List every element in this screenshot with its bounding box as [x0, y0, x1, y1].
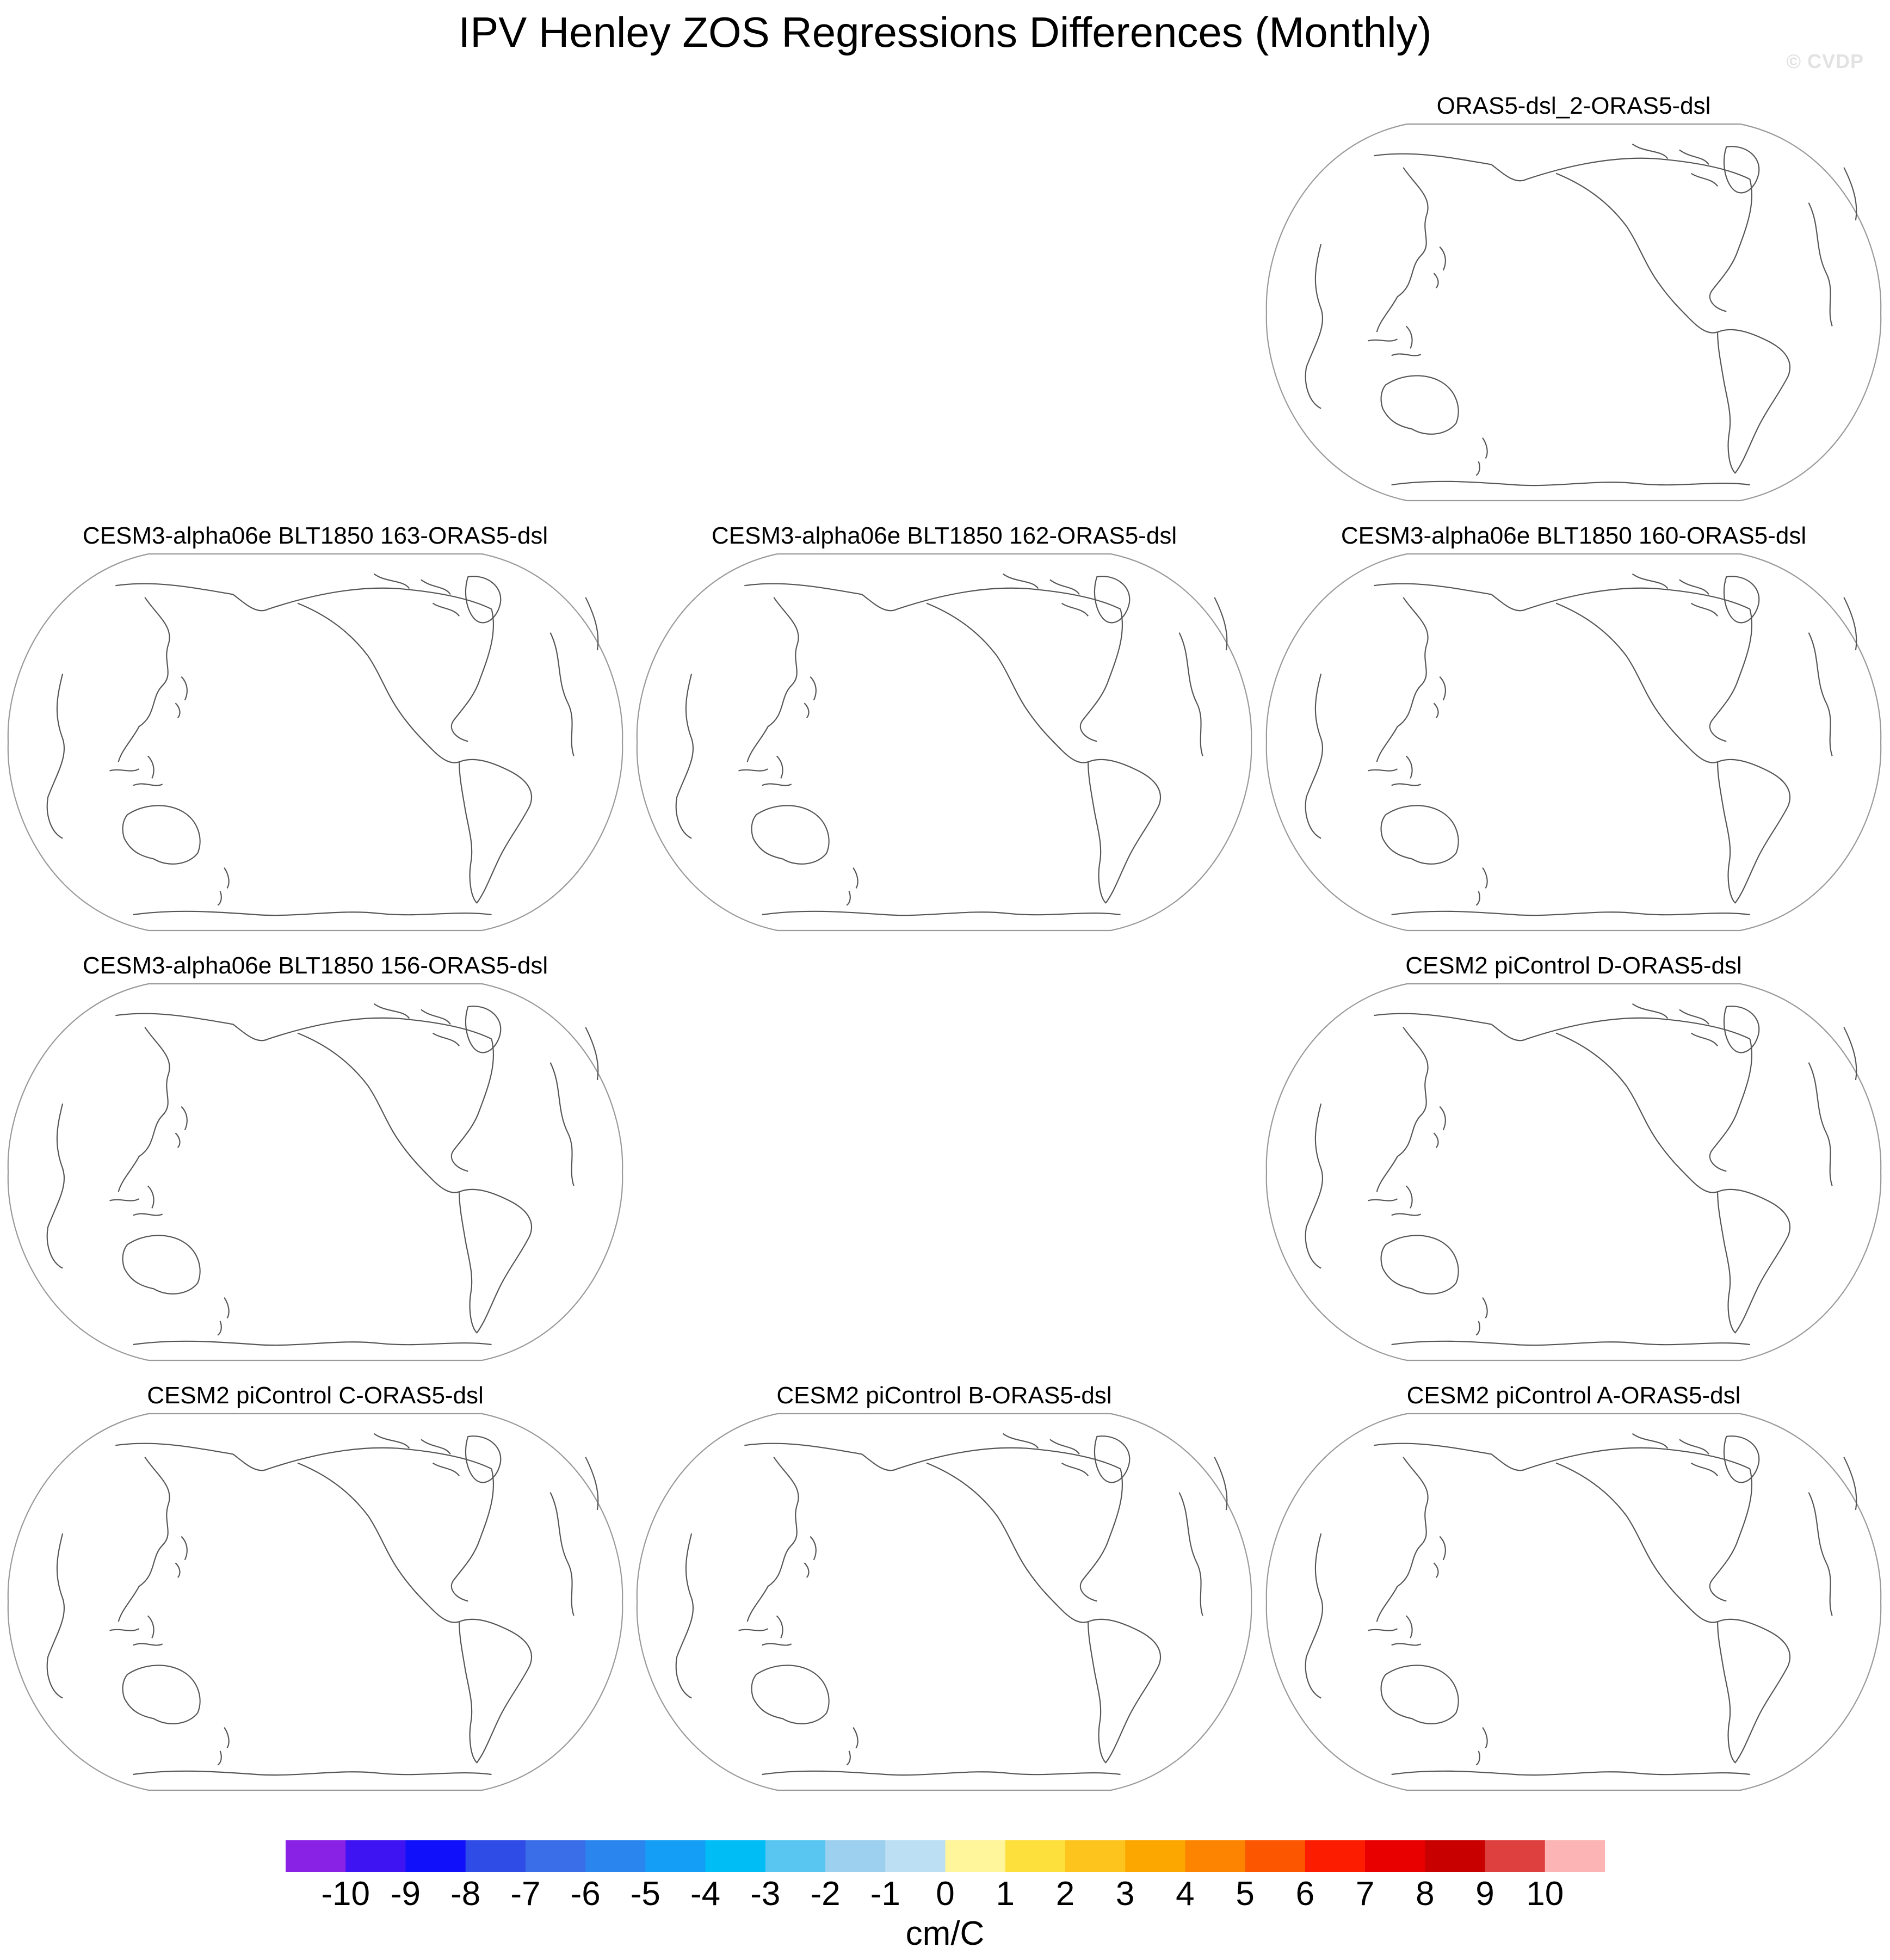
colorbar-tick-label: -7	[510, 1875, 541, 1913]
coastline-segment	[1306, 1104, 1323, 1268]
map-panel	[635, 1382, 1253, 1796]
coastline-segment	[459, 1619, 532, 1763]
colorbar-box	[1185, 1840, 1245, 1872]
coastline-segment	[298, 1033, 459, 1193]
map-boundary	[1267, 124, 1881, 501]
coastline-segment	[1088, 1619, 1160, 1763]
colorbar-box	[1065, 1840, 1126, 1872]
map-panel	[635, 522, 1253, 936]
coastline-segment	[1377, 597, 1428, 762]
colorbar-tick-label: 1	[996, 1875, 1015, 1913]
coastline-segment	[1527, 1448, 1750, 1469]
coastline-segment	[1374, 584, 1527, 611]
coastline-segment	[1095, 576, 1129, 622]
coastline-segment	[744, 1444, 897, 1471]
colorbar-box	[1125, 1840, 1185, 1872]
coastline-segment	[1368, 326, 1421, 355]
map-panel	[1265, 1382, 1882, 1796]
coastline-segment	[452, 1039, 493, 1171]
world-map	[635, 552, 1253, 933]
coastline-segment	[1710, 609, 1752, 741]
map-boundary	[8, 1414, 622, 1790]
coastline-segment	[551, 1457, 598, 1616]
map-boundary	[637, 554, 1251, 930]
colorbar-tick-label: -5	[630, 1875, 660, 1913]
coastline-segment	[1392, 482, 1750, 485]
coastlines	[47, 574, 598, 916]
panel-title: CESM2 piControl C-ORAS5-dsl	[147, 1382, 484, 1409]
coastline-segment	[133, 1771, 492, 1775]
coastline-segment	[1179, 1457, 1227, 1616]
world-map	[7, 1412, 624, 1792]
colorbar-box	[405, 1840, 466, 1872]
coastline-segment	[1434, 1107, 1445, 1148]
coastline-segment	[847, 868, 857, 905]
coastline-segment	[1381, 1665, 1459, 1723]
coastline-segment	[739, 1616, 792, 1645]
coastline-segment	[110, 756, 163, 785]
coastline-segment	[1809, 168, 1857, 326]
coastline-segment	[115, 584, 268, 611]
coastline-segment	[1809, 597, 1857, 756]
coastline-segment	[459, 1189, 532, 1333]
colorbar-box	[1425, 1840, 1485, 1872]
colorbar-box	[1005, 1840, 1066, 1872]
coastline-segment	[1434, 677, 1445, 718]
coastline-segment	[1710, 1469, 1752, 1601]
panel-title: CESM2 piControl D-ORAS5-dsl	[1405, 952, 1742, 979]
colorbar-tick-label: 5	[1236, 1875, 1255, 1913]
coastline-segment	[1080, 1469, 1122, 1601]
coastline-segment	[1306, 244, 1323, 408]
coastline-segment	[175, 1537, 187, 1578]
coastline-segment	[1476, 438, 1487, 476]
coastline-segment	[1368, 1616, 1421, 1645]
panel-title: CESM3-alpha06e BLT1850 156-ORAS5-dsl	[82, 952, 548, 979]
coastline-segment	[1710, 179, 1752, 311]
coastline-segment	[804, 677, 816, 718]
colorbar-tick-label: 0	[936, 1875, 955, 1913]
coastline-segment	[739, 756, 792, 785]
coastline-segment	[1095, 1436, 1129, 1482]
coastline-segment	[466, 576, 501, 622]
coastline-segment	[1710, 1039, 1752, 1171]
coastline-segment	[1527, 1018, 1750, 1039]
coastline-segment	[1392, 911, 1750, 915]
colorbar-tick-label: -10	[321, 1875, 370, 1913]
colorbar-tick-labels	[0, 1875, 1890, 1918]
coastlines	[47, 1434, 598, 1776]
coastline-segment	[268, 588, 491, 609]
colorbar-box	[885, 1840, 946, 1872]
coastline-segment	[1476, 1728, 1487, 1765]
coastline-segment	[459, 760, 532, 903]
coastline-segment	[47, 1533, 64, 1698]
world-map	[7, 552, 624, 933]
colorbar-box	[585, 1840, 646, 1872]
coastline-segment	[1377, 168, 1428, 332]
colorbar-tick-label: -3	[750, 1875, 781, 1913]
coastlines	[1306, 144, 1857, 486]
coastline-segment	[115, 1444, 268, 1471]
coastline-segment	[175, 677, 187, 718]
coastline-segment	[1527, 158, 1750, 180]
coastline-segment	[1556, 1033, 1718, 1193]
coastline-segment	[452, 609, 493, 741]
panel-title: ORAS5-dsl_2-ORAS5-dsl	[1436, 93, 1711, 119]
coastline-segment	[298, 603, 459, 763]
coastline-segment	[1374, 154, 1527, 181]
coastline-segment	[119, 1027, 170, 1192]
coastline-segment	[1381, 1235, 1459, 1293]
coastline-segment	[123, 1235, 200, 1293]
coastline-segment	[676, 1533, 693, 1698]
coastlines	[47, 1004, 598, 1346]
coastlines	[1306, 1004, 1857, 1346]
coastline-segment	[1368, 756, 1421, 785]
coastline-segment	[119, 1457, 170, 1622]
coastline-segment	[1381, 805, 1459, 864]
coastline-segment	[847, 1728, 857, 1765]
coastline-segment	[748, 597, 799, 762]
coastline-segment	[268, 1018, 491, 1039]
map-boundary	[1267, 1414, 1881, 1790]
coastline-segment	[897, 588, 1120, 609]
coastline-segment	[268, 1448, 491, 1469]
coastline-segment	[1724, 576, 1759, 622]
coastline-segment	[1718, 1189, 1790, 1333]
coastline-segment	[1179, 597, 1227, 756]
panel-title: CESM3-alpha06e BLT1850 160-ORAS5-dsl	[1341, 522, 1807, 549]
coastline-segment	[1377, 1457, 1428, 1622]
colorbar-tick-label: 3	[1115, 1875, 1135, 1913]
colorbar-tick-label: -2	[810, 1875, 841, 1913]
coastline-segment	[175, 1107, 187, 1148]
figure-title: IPV Henley ZOS Regressions Differences (Monthly)	[458, 8, 1432, 56]
coastline-segment	[1556, 1463, 1718, 1623]
colorbar-tick-label: 9	[1475, 1875, 1494, 1913]
colorbar-tick-label: 4	[1176, 1875, 1195, 1913]
coastline-segment	[551, 1027, 598, 1186]
world-map	[1265, 982, 1882, 1363]
colorbar-tick-label: 7	[1355, 1875, 1375, 1913]
colorbar-box	[526, 1840, 586, 1872]
coastlines	[676, 574, 1227, 916]
map-panel	[7, 522, 624, 936]
map-boundary	[8, 554, 622, 930]
coastline-segment	[1718, 330, 1790, 473]
coastline-segment	[123, 805, 200, 864]
colorbar-box	[1245, 1840, 1306, 1872]
coastline-segment	[1809, 1457, 1857, 1616]
coastline-segment	[762, 911, 1121, 915]
map-panel	[1265, 952, 1882, 1366]
world-map	[7, 982, 624, 1363]
coastline-segment	[123, 1665, 200, 1723]
coastline-segment	[752, 805, 829, 864]
map-panel	[1265, 93, 1882, 506]
coastline-segment	[748, 1457, 799, 1622]
coastline-segment	[110, 1186, 163, 1215]
coastline-segment	[1556, 174, 1718, 333]
coastline-segment	[1374, 1014, 1527, 1041]
coastline-segment	[1724, 1436, 1759, 1482]
world-map	[635, 1412, 1253, 1792]
map-panel	[1265, 522, 1882, 936]
coastline-segment	[1434, 247, 1445, 288]
world-map	[1265, 1412, 1882, 1792]
coastline-segment	[133, 911, 492, 915]
coastline-segment	[1377, 1027, 1428, 1192]
colorbar-tick-label: -9	[390, 1875, 421, 1913]
coastline-segment	[897, 1448, 1120, 1469]
panel-title: CESM3-alpha06e BLT1850 162-ORAS5-dsl	[711, 522, 1177, 549]
coastline-segment	[1476, 868, 1487, 905]
coastline-segment	[452, 1469, 493, 1601]
coastline-segment	[1374, 1444, 1527, 1471]
colorbar-box	[1545, 1840, 1605, 1872]
coastline-segment	[1556, 603, 1718, 763]
coastline-segment	[1718, 1619, 1790, 1763]
coastline-segment	[1724, 146, 1759, 193]
coastline-segment	[1434, 1537, 1445, 1578]
colorbar-tick-label: 2	[1055, 1875, 1075, 1913]
coastline-segment	[1088, 760, 1160, 903]
colorbar-box	[946, 1840, 1006, 1872]
colorbar-box	[345, 1840, 406, 1872]
colorbar-tick-label: -8	[450, 1875, 481, 1913]
coastline-segment	[466, 1006, 501, 1052]
colorbar-box	[466, 1840, 526, 1872]
cvdp-watermark: © CVDP	[1786, 50, 1864, 72]
world-map	[1265, 552, 1882, 933]
coastline-segment	[1306, 674, 1323, 838]
coastline-segment	[804, 1537, 816, 1578]
coastline-segment	[752, 1665, 829, 1723]
colorbar-box	[1305, 1840, 1366, 1872]
coastline-segment	[1476, 1298, 1487, 1335]
coastline-segment	[1392, 1341, 1750, 1345]
colorbar-tick-label: -1	[870, 1875, 900, 1913]
colorbar-box	[1365, 1840, 1425, 1872]
coastline-segment	[47, 674, 64, 838]
coastline-segment	[762, 1771, 1121, 1775]
coastline-segment	[676, 674, 693, 838]
panel-title: CESM2 piControl A-ORAS5-dsl	[1406, 1382, 1741, 1409]
colorbar-tick-label: 10	[1526, 1875, 1564, 1913]
panel-title: CESM2 piControl B-ORAS5-dsl	[776, 1382, 1112, 1409]
coastline-segment	[551, 597, 598, 756]
panel-title: CESM3-alpha06e BLT1850 163-ORAS5-dsl	[82, 522, 548, 549]
coastlines	[1306, 574, 1857, 916]
coastline-segment	[298, 1463, 459, 1623]
colorbar-tick-label: 6	[1295, 1875, 1315, 1913]
colorbar-box	[645, 1840, 706, 1872]
colorbar	[286, 1840, 1605, 1872]
coastline-segment	[218, 1728, 228, 1765]
coastline-segment	[115, 1014, 268, 1041]
coastline-segment	[110, 1616, 163, 1645]
coastline-segment	[1306, 1533, 1323, 1698]
coastline-segment	[1381, 375, 1459, 434]
coastline-segment	[744, 584, 897, 611]
coastline-segment	[927, 1463, 1088, 1623]
coastline-segment	[1368, 1186, 1421, 1215]
colorbar-box	[706, 1840, 766, 1872]
map-panel	[7, 952, 624, 1366]
colorbar-box	[1485, 1840, 1546, 1872]
colorbar-box	[286, 1840, 346, 1872]
coastline-segment	[1724, 1006, 1759, 1052]
coastline-segment	[466, 1436, 501, 1482]
coastline-segment	[218, 868, 228, 905]
map-boundary	[637, 1414, 1251, 1790]
coastline-segment	[119, 597, 170, 762]
coastlines	[1306, 1434, 1857, 1776]
coastline-segment	[218, 1298, 228, 1335]
coastline-segment	[1718, 760, 1790, 903]
coastline-segment	[133, 1341, 492, 1345]
coastlines	[676, 1434, 1227, 1776]
map-boundary	[1267, 984, 1881, 1360]
colorbar-tick-label: 8	[1416, 1875, 1435, 1913]
colorbar-tick-label: -4	[690, 1875, 721, 1913]
colorbar-units-label: cm/C	[905, 1915, 985, 1952]
coastline-segment	[1392, 1771, 1750, 1775]
coastline-segment	[1809, 1027, 1857, 1186]
coastline-segment	[927, 603, 1088, 763]
coastline-segment	[47, 1104, 64, 1268]
map-boundary	[1267, 554, 1881, 930]
colorbar-box	[825, 1840, 886, 1872]
coastline-segment	[1080, 609, 1122, 741]
map-boundary	[8, 984, 622, 1360]
coastline-segment	[1527, 588, 1750, 609]
colorbar-box	[765, 1840, 826, 1872]
world-map	[1265, 122, 1882, 503]
map-panel	[7, 1382, 624, 1796]
colorbar-tick-label: -6	[570, 1875, 601, 1913]
